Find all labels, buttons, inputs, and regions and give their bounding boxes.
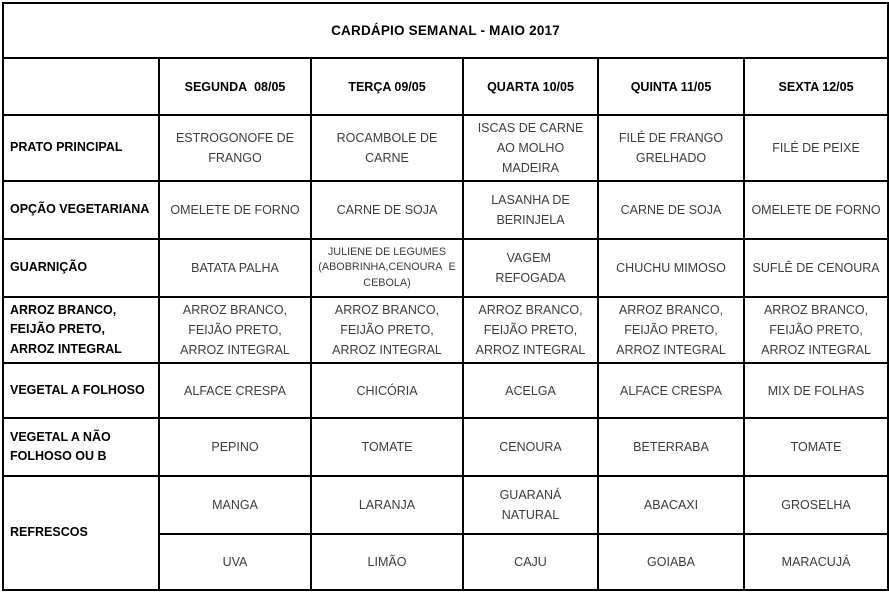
title-row [3,3,888,58]
menu-cell: ALFACE CRESPA [159,363,311,418]
column-header-wednesday: QUARTA 10/05 [463,58,598,115]
menu-cell: CAJU [463,534,598,590]
menu-cell: MARACUJÁ [744,534,888,590]
menu-cell: ALFACE CRESPA [598,363,744,418]
row-label-arroz-feijao: ARROZ BRANCO, FEIJÃO PRETO, ARROZ INTEGRAL [3,297,159,363]
menu-cell: PEPINO [159,418,311,476]
table-row-vegetal-nao-folhoso [3,418,888,476]
column-header-monday: SEGUNDA 08/05 [159,58,311,115]
menu-cell: CHICÓRIA [311,363,463,418]
header-row [3,58,888,115]
column-header-thursday: QUINTA 11/05 [598,58,744,115]
menu-cell: LIMÃO [311,534,463,590]
row-label-vegetal-folhoso: VEGETAL A FOLHOSO [3,363,159,418]
column-header-friday: SEXTA 12/05 [744,58,888,115]
row-label-guarnicao: GUARNIÇÃO [3,239,159,297]
menu-cell: MANGA [159,476,311,534]
row-label-opcao-vegetariana: OPÇÃO VEGETARIANA [3,181,159,239]
menu-cell: LASANHA DE BERINJELA [463,181,598,239]
menu-cell: ISCAS DE CARNE AO MOLHO MADEIRA [463,115,598,181]
menu-cell: CARNE DE SOJA [598,181,744,239]
menu-cell: FILÉ DE FRANGO GRELHADO [598,115,744,181]
page-title: CARDÁPIO SEMANAL - MAIO 2017 [3,3,888,58]
menu-cell: OMELETE DE FORNO [159,181,311,239]
menu-cell: GUARANÁ NATURAL [463,476,598,534]
corner-cell [3,58,159,115]
menu-cell: JULIENE DE LEGUMES (ABOBRINHA,CENOURA E CEBOLA) [311,239,463,297]
table-row-guarnicao [3,239,888,297]
table-row-prato-principal [3,115,888,181]
menu-cell: TOMATE [311,418,463,476]
weekly-menu-table [2,2,889,591]
menu-cell: ACELGA [463,363,598,418]
menu-cell: ARROZ BRANCO, FEIJÃO PRETO, ARROZ INTEGRAL [159,297,311,363]
table-row-opcao-vegetariana [3,181,888,239]
menu-cell: ARROZ BRANCO, FEIJÃO PRETO, ARROZ INTEGRAL [744,297,888,363]
menu-cell: ESTROGONOFE DE FRANGO [159,115,311,181]
menu-cell: GROSELHA [744,476,888,534]
menu-cell: BETERRABA [598,418,744,476]
menu-cell: BATATA PALHA [159,239,311,297]
menu-cell: FILÉ DE PEIXE [744,115,888,181]
row-label-prato-principal: PRATO PRINCIPAL [3,115,159,181]
menu-cell: VAGEM REFOGADA [463,239,598,297]
menu-cell: CARNE DE SOJA [311,181,463,239]
menu-cell: CHUCHU MIMOSO [598,239,744,297]
table-row-arroz-feijao [3,297,888,363]
menu-cell: MIX DE FOLHAS [744,363,888,418]
menu-cell: GOIABA [598,534,744,590]
row-label-refrescos: REFRESCOS [3,476,159,590]
menu-cell: OMELETE DE FORNO [744,181,888,239]
menu-cell: ARROZ BRANCO, FEIJÃO PRETO, ARROZ INTEGRAL [311,297,463,363]
menu-cell: ARROZ BRANCO, FEIJÃO PRETO, ARROZ INTEGRAL [598,297,744,363]
table-row-vegetal-folhoso [3,363,888,418]
menu-cell: ARROZ BRANCO, FEIJÃO PRETO, ARROZ INTEGRAL [463,297,598,363]
menu-cell: CENOURA [463,418,598,476]
menu-cell: ROCAMBOLE DE CARNE [311,115,463,181]
menu-cell: SUFLÊ DE CENOURA [744,239,888,297]
menu-cell: TOMATE [744,418,888,476]
column-header-tuesday: TERÇA 09/05 [311,58,463,115]
menu-cell: UVA [159,534,311,590]
row-label-vegetal-nao-folhoso: VEGETAL A NÃO FOLHOSO OU B [3,418,159,476]
menu-cell: LARANJA [311,476,463,534]
table-row-refrescos-top [3,476,888,534]
menu-cell: ABACAXI [598,476,744,534]
